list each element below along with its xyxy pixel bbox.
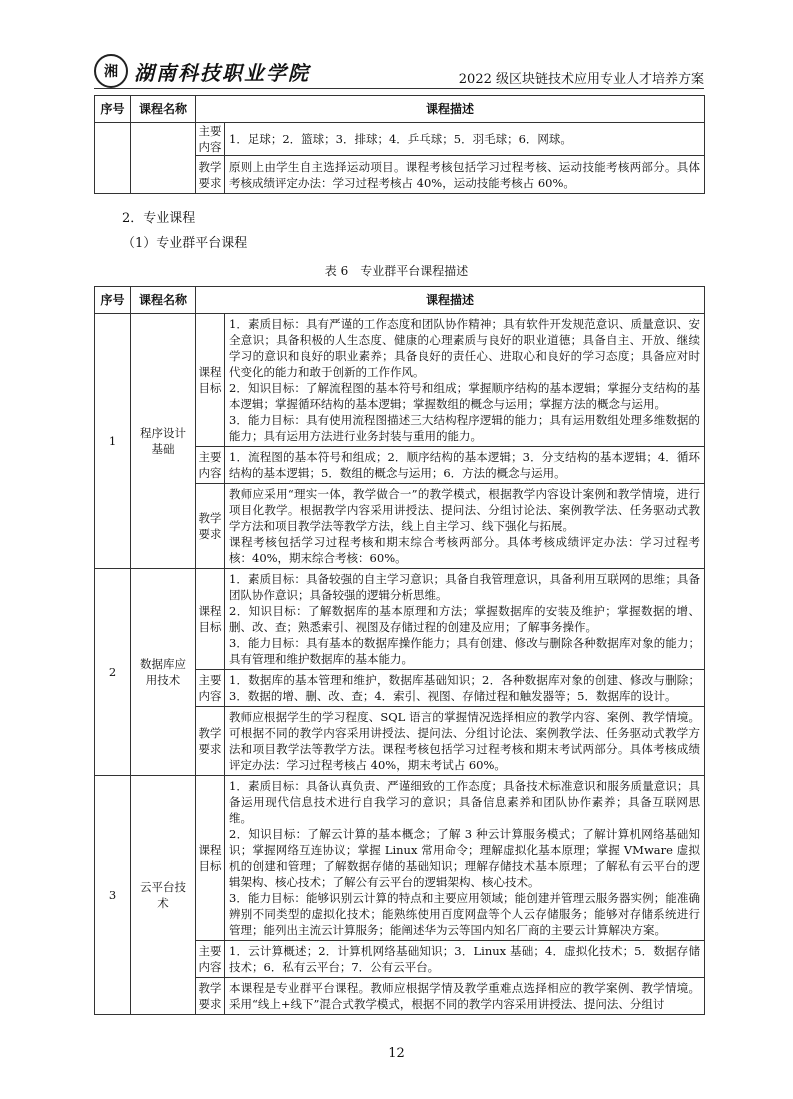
goal-text [225, 314, 705, 447]
requirement-paragraph: 课程考核包括学习过程考核和期末综合考核两部分。具体考核成绩评定办法：学习过程考核：40%，期末综合考核：60%。 [229, 535, 701, 565]
course-number: 2 [95, 569, 131, 776]
course-name-cell [131, 123, 196, 194]
table-row [95, 314, 705, 447]
goal-quality: 1．素质目标：具有严谨的工作态度和团队协作精神；具有软件开发规范意识、质量意识、安全意识；具备积极的人生态度、健康的心理素质与良好的职业道德；具备自主、开放、继续学习的意识和良好的职业素养；具备良好的责任心、进取心和良好的学习态度；具备应对时代变化的能力和敢于创新的工作作风。 [229, 317, 701, 379]
goal-label: 课程目标 [196, 569, 225, 670]
content-label: 主要内容 [196, 447, 225, 484]
content-text: 1．数据库的基本管理和维护，数据库基础知识；2．各种数据库对象的创建、修改与删除；3．数据的增、删、改、查；4．索引、视图、存储过程和触发器等；5．数据库的设计。 [225, 670, 705, 707]
requirement-label: 教学要求 [196, 707, 225, 776]
content-label: 主要内容 [196, 123, 225, 156]
goal-text [225, 776, 705, 941]
school-logo [94, 54, 310, 88]
requirement-text [225, 484, 705, 569]
table-row [95, 776, 705, 941]
header-course-name: 课程名称 [131, 287, 196, 314]
header-seq: 序号 [95, 287, 131, 314]
goal-knowledge: 2．知识目标：了解流程图的基本符号和组成；掌握顺序结构的基本逻辑；掌握分支结构的基本逻辑；掌握循环结构的基本逻辑；掌握数组的概念与运用；掌握方法的概念与运用。 [229, 381, 701, 411]
requirement-label: 教学要求 [196, 484, 225, 569]
requirement-label: 教学要求 [196, 156, 225, 194]
content-label: 主要内容 [196, 670, 225, 707]
requirement-paragraph: 教师应采用“理实一体，教学做合一”的教学模式，根据教学内容设计案例和教学情境，进行项目化教学。根据教学内容采用讲授法、提问法、分组讨论法、案例教学法、任务驱动式教学方法和项目教学法等教学方法，线上自主学习、线下强化与拓展。 [229, 487, 701, 533]
section-subheading: （1）专业群平台课程 [122, 236, 248, 251]
header-course-desc: 课程描述 [196, 96, 705, 123]
goal-quality: 1．素质目标：具备认真负责、严谨细致的工作态度；具备技术标准意识和服务质量意识；具备运用现代信息技术进行自我学习的意识；具备信息素养和团队协作素养；具备互联网思维。 [229, 779, 701, 825]
table-caption: 表 6 专业群平台课程描述 [324, 264, 469, 278]
table-row [95, 123, 705, 156]
header-course-desc: 课程描述 [196, 287, 705, 314]
header-course-name: 课程名称 [131, 96, 196, 123]
page-number: 12 [388, 1046, 405, 1061]
content-label: 主要内容 [196, 941, 225, 978]
page-header [94, 54, 704, 90]
content-text: 1．流程图的基本符号和组成；2．顺序结构的基本逻辑；3．分支结构的基本逻辑；4．循环结构的基本逻辑；5．数组的概念与运用；6．方法的概念与运用。 [225, 447, 705, 484]
goal-knowledge: 2．知识目标：了解数据库的基本原理和方法；掌握数据库的安装及维护；掌握数据的增、删、改、查；熟悉索引、视图及存储过程的创建及应用；了解事务操作。 [229, 604, 701, 634]
content-text: 1．云计算概述；2．计算机网络基础知识；3．Linux 基础；4．虚拟化技术；5．数据存储技术；6．私有云平台；7．公有云平台。 [225, 941, 705, 978]
course-name: 云平台技术 [131, 776, 196, 1015]
goal-text [225, 569, 705, 670]
previous-course-table [94, 95, 705, 194]
goal-ability: 3．能力目标：具有基本的数据库操作能力；具有创建、修改与删除各种数据库对象的能力；具有管理和维护数据库的基本能力。 [229, 636, 701, 666]
goal-knowledge: 2．知识目标：了解云计算的基本概念；了解 3 种云计算服务模式；了解计算机网络基础知识；掌握网络互连协议；掌握 Linux 常用命令；理解虚拟化基本原理；掌握 VMware 虚拟机的创建和管理；了解数据存储的基础知识；理解存储技术基本原理；了解私有云平台的逻辑架构、核心技术；了解公有云平台的逻辑架构、核心技术。 [229, 827, 701, 889]
goal-quality: 1．素质目标：具备较强的自主学习意识；具备自我管理意识，具备利用互联网的思维；具备团队协作意识；具备较强的逻辑分析思维。 [229, 572, 701, 602]
course-name: 数据库应用技术 [131, 569, 196, 776]
course-name: 程序设计基础 [131, 314, 196, 569]
requirement-text [225, 707, 705, 776]
requirement-text [225, 978, 705, 1015]
goal-ability: 3．能力目标：具有使用流程图描述三大结构程序逻辑的能力；具有运用数组处理多维数据的能力；具有运用方法进行业务封装与重用的能力。 [229, 413, 701, 443]
table-row [95, 569, 705, 670]
table-header-row [95, 287, 705, 314]
table-header-row [95, 96, 705, 123]
course-number: 3 [95, 776, 131, 1015]
goal-ability: 3．能力目标：能够识别云计算的特点和主要应用领域；能创建并管理云服务器实例；能准确辨别不同类型的虚拟化技术；能熟练使用百度网盘等个人云存储服务；能够对存储系统进行管理；能列出主流云计算服务；能阐述华为云等国内知名厂商的主要云计算解决方案。 [229, 891, 701, 937]
header-divider [94, 88, 704, 89]
seq-cell [95, 123, 131, 194]
requirement-label: 教学要求 [196, 978, 225, 1015]
course-number: 1 [95, 314, 131, 569]
header-seq: 序号 [95, 96, 131, 123]
requirement-paragraph: 教师应根据学生的学习程度、SQL 语言的掌握情况选择相应的教学内容、案例、教学情境。可根据不同的教学内容采用讲授法、提问法、分组讨论法、案例教学法、任务驱动式教学方法和项目教学法等教学方法。课程考核包括学习过程考核和期末考试两部分。具体考核成绩评定办法：学习过程考核占 40%，期末考试占 60%。 [229, 710, 701, 772]
document-title: 2022 级区块链技术应用专业人才培养方案 [458, 72, 704, 87]
goal-label: 课程目标 [196, 776, 225, 941]
school-name-calligraphy: 湖南科技职业学院 [134, 60, 310, 85]
goal-label: 课程目标 [196, 314, 225, 447]
content-text: 1．足球；2．篮球；3．排球；4．乒乓球；5．羽毛球；6．网球。 [225, 123, 705, 156]
platform-course-table [94, 286, 705, 1015]
requirement-paragraph: 本课程是专业群平台课程。教师应根据学情及教学重难点选择相应的教学案例、教学情境。采用“线上+线下”混合式教学模式，根据不同的教学内容采用讲授法、提问法、分组讨 [229, 981, 701, 1011]
requirement-text: 原则上由学生自主选择运动项目。课程考核包括学习过程考核、运动技能考核两部分。具体考核成绩评定办法：学习过程考核占 40%，运动技能考核占 60%。 [225, 156, 705, 194]
school-seal-icon: 湘 [94, 54, 128, 88]
section-heading: 2．专业课程 [122, 211, 196, 226]
